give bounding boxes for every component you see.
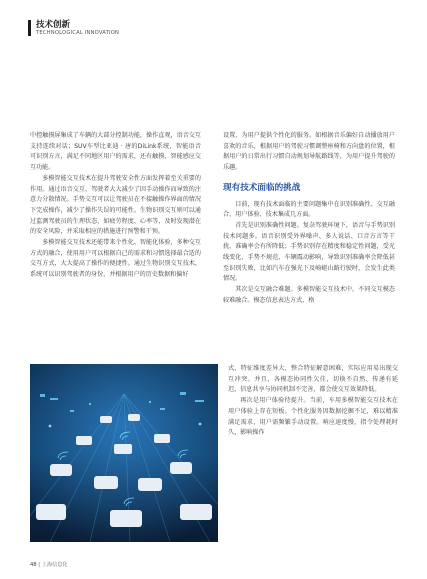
paragraph: 多模智能交互技术在提升驾驶安全性方面发挥着至关重要的作用。通过语音交互，驾驶者大大减少了因手动操作而导致的注意力分散情况。手势交互可以让驾驶员在不接触操作界面的情况下完成操作，减少了操作失误的可能性。生物识别交互则可以通过监测驾驶员的生理状态，如疲劳程度、心率等，及时发现潜在的安全风险，并采取相应的措施进行预警和干预。 xyxy=(30,174,201,236)
paragraph: 其次是交互融合难题。多模智能交互技术中，不同交互模态较难融合。模态信息表达方式、格 xyxy=(223,286,395,304)
paragraph: 首先是识别准确性问题。复杂驾驶环境下，语音与手势识别技术问题多。语音识别受外界噪声、多人说话、口音方言等干扰，准确率会有所降低；手势识别存在精度和稳定性问题，受光线变化、手势不规范、车辆震动影响，导致识别准确率会降低甚至识别失败，比如汽车在强光下及崎岖山路行驶时，会发生此类情况。 xyxy=(223,221,395,283)
section-title: 技术创新 xyxy=(36,20,71,30)
page-footer xyxy=(30,561,68,568)
left-column xyxy=(30,131,201,281)
paragraph: 设置，为用户提供个性化的服务。如根据音乐偏好自动播放用户喜欢的音乐，根据用户的驾驶习惯调整座椅和方向盘的位置，根据用户的日常出行习惯自动规划导航路线等，为用户提升驾驶的乐趣。 xyxy=(223,132,395,172)
paragraph: 中控触摸屏集成了车辆的大部分控制功能，操作直观，语音交互支持连续对话；SUV车型比亚迪 · 唐的DiLink系统，智能语音可识别方言，满足不同地区用户的需求，还有触摸、智能感应交互功能。 xyxy=(30,132,201,172)
page-number: 48 xyxy=(30,562,37,568)
paragraph: 再次是用户体验待提升。当前，车用多模智能交互技术在用户体验上存在短板。个性化服务因数据挖掘不足，难以精准满足需求，用户需频繁手动设置。响应速度慢，指令处理耗时久，影响操作 xyxy=(228,397,398,437)
footer-separator: | xyxy=(38,562,42,568)
section-heading: 现有技术面临的挑战 xyxy=(223,182,301,193)
section-subtitle: TECHNOLOGICAL INNOVATION xyxy=(36,30,120,36)
smart-traffic-illustration xyxy=(30,364,218,542)
paragraph: 多模智能交互技术还能带来个性化、智能化体验，多种交互方式的融合，使用用户可以根据自己的需求和习惯选择最合适的交互方式，大大提高了操作的便捷性。通过生物识别交互技术，系统可以识别驾驶者的身份，并根据用户的历史数据和偏好 xyxy=(30,239,201,279)
wrapped-column xyxy=(228,364,398,439)
header-accent-bar xyxy=(28,20,31,36)
paragraph: 目前，现有技术面临的主要问题集中在识别准确性、交互融合、用户体验、技术集成几方面。 xyxy=(223,200,395,219)
magazine-name: 上海信息化 xyxy=(41,562,68,568)
right-column xyxy=(223,131,395,307)
paragraph: 式、特征维度差异大，整合特征解意困难，实际应用易出现交互冲突。并且，各模态协同性欠佳，切换不自然、传递有延迟，信息共享与协同机制不完善，都会使交互效果降低。 xyxy=(228,365,398,394)
